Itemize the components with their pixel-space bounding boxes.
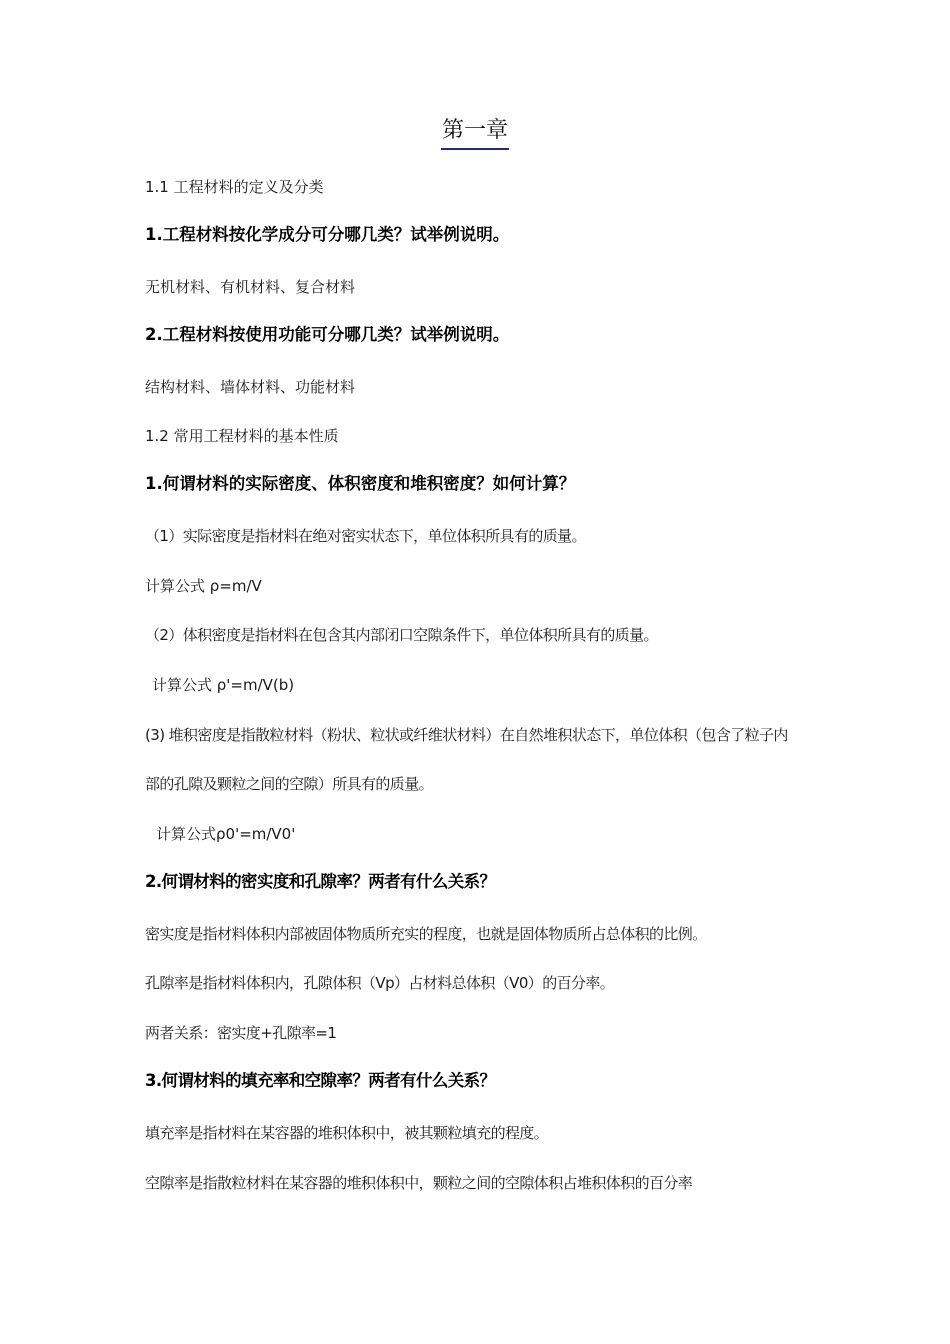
chapter-title-wrap <box>0 116 950 150</box>
answer-text: 孔隙率是指材料体积内，孔隙体积（Vp）占材料总体积（V0）的百分率。 <box>145 974 615 992</box>
question-1-2-3: 3.何谓材料的填充率和空隙率？两者有什么关系？ <box>145 1071 496 1090</box>
section-heading-1-1: 1.1 工程材料的定义及分类 <box>145 178 324 196</box>
answer-text: 无机材料、有机材料、复合材料 <box>145 278 356 296</box>
question-1-1-2: 2.工程材料按使用功能可分哪几类？试举例说明。 <box>145 325 510 344</box>
formula-text: 计算公式 ρ'=m/V(b) <box>152 676 295 694</box>
question-1-2-1: 1.何谓材料的实际密度、体积密度和堆积密度？如何计算？ <box>145 474 576 493</box>
answer-text: 结构材料、墙体材料、功能材料 <box>145 378 356 396</box>
answer-text: 部的孔隙及颗粒之间的空隙）所具有的质量。 <box>145 775 434 793</box>
answer-text: （1）实际密度是指材料在绝对密实状态下，单位体积所具有的质量。 <box>145 527 586 545</box>
answer-text: 空隙率是指散粒材料在某容器的堆积体积中，颗粒之间的空隙体积占堆积体积的百分率 <box>145 1174 693 1192</box>
question-1-2-2: 2.何谓材料的密实度和孔隙率？两者有什么关系？ <box>145 872 496 891</box>
formula-text: 计算公式 ρ=m/V <box>145 577 262 595</box>
question-1-1-1: 1.工程材料按化学成分可分哪几类？试举例说明。 <box>145 225 510 244</box>
formula-text: 计算公式ρ0'=m/V0' <box>156 825 296 843</box>
answer-text: 两者关系：密实度+孔隙率=1 <box>145 1024 337 1042</box>
chapter-title: 第一章 <box>441 116 509 150</box>
section-heading-1-2: 1.2 常用工程材料的基本性质 <box>145 427 339 445</box>
answer-text: (3) 堆积密度是指散粒材料（粉状、粒状或纤维状材料）在自然堆积状态下，单位体积（包含了粒子内 <box>145 726 788 744</box>
answer-text: 填充率是指材料在某容器的堆积体积中，被其颗粒填充的程度。 <box>145 1124 549 1142</box>
answer-text: （2）体积密度是指材料在包含其内部闭口空隙条件下，单位体积所具有的质量。 <box>145 626 658 644</box>
answer-text: 密实度是指材料体积内部被固体物质所充实的程度，也就是固体物质所占总体积的比例。 <box>145 925 707 943</box>
